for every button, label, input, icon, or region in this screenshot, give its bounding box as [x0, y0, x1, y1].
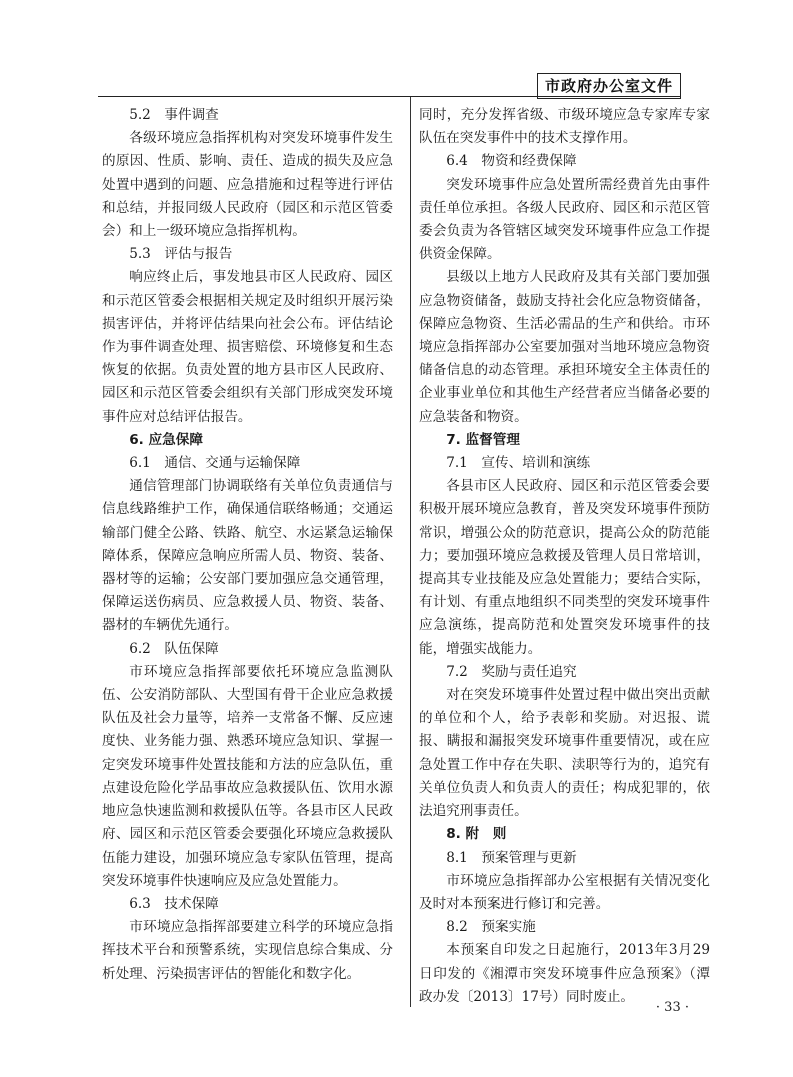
header-rule: [98, 96, 681, 97]
paragraph-7-2: 对在突发环境事件处置过程中做出突出贡献的单位和个人，给予表彰和奖励。对迟报、谎报、瞒报和漏报突发环境事件重要情况，或在应急处置工作中存在失职、渎职等行为的，追究有关单位负责人和负责人的责任；构成犯罪的，依法追究刑事责任。: [419, 687, 710, 820]
paragraph-5-3: 响应终止后，事发地县市区人民政府、园区和示范区管委会根据相关规定及时组织开展污染损害评估，并将评估结果向社会公布。评估结论作为事件调查处理、损害赔偿、环境修复和生态恢复的依据。负责处置的地方县市区人民政府、园区和示范区管委会组织有关部门形成突发环境事件应对总结评估报告。: [102, 269, 393, 425]
paragraph-6-3-continued: 同时，充分发挥省级、市级环境应急专家库专家队伍在突发事件中的技术支撑作用。: [419, 107, 710, 147]
paragraph-6-3: 市环境应急指挥部要建立科学的环境应急指挥技术平台和预警系统，实现信息综合集成、分析处理、污染损害评估的智能化和数字化。: [102, 919, 393, 982]
page-number: · 33 ·: [655, 1000, 689, 1015]
document-category-label: 市政府办公室文件: [537, 73, 681, 99]
paragraph-7-1: 各县市区人民政府、园区和示范区管委会要积极开展环境应急教育，普及突发环境事件预防常识，增强公众的防范意识，提高公众的防范能力；要加强环境应急救援及管理人员日常培训，提高其专业技能及应急处置能力；要结合实际，有计划、有重点地组织不同类型的突发环境事件应急演练，提高防范和处置突发环境事件的技能，增强实战能力。: [419, 478, 710, 657]
section-heading-6-4: 6.4 物资和经费保障: [446, 153, 577, 170]
paragraph-6-1: 通信管理部门协调联络有关单位负责通信与信息线路维护工作，确保通信联络畅通；交通运输部门健全公路、铁路、航空、水运紧急运输保障体系，保障应急响应所需人员、物资、装备、器材等的运输；公安部门要加强应急交通管理，保障运送伤病员、应急救援人员、物资、装备、器材的车辆优先通行。: [102, 478, 393, 634]
section-heading-7-2: 7.2 奖励与责任追究: [446, 663, 577, 680]
paragraph-8-2: 本预案自印发之日起施行，2013年3月29日印发的《湘潭市突发环境事件应急预案》（潭政办发〔2013〕17号）同时废止。: [419, 942, 710, 1005]
section-heading-6-2: 6.2 队伍保障: [129, 640, 219, 657]
section-heading-7-1: 7.1 宣传、培训和演练: [446, 455, 591, 472]
section-heading-5-2: 5.2 事件调查: [129, 107, 219, 123]
section-heading-5-3: 5.3 评估与报告: [129, 246, 233, 263]
paragraph-6-4-funding: 突发环境事件应急处置所需经费首先由事件责任单位承担。各级人民政府、园区和示范区管委会负责为各管辖区域突发环境事件应急工作提供资金保障。: [419, 176, 710, 263]
section-heading-6-3: 6.3 技术保障: [129, 895, 219, 912]
section-heading-8-2: 8.2 预案实施: [446, 919, 536, 936]
section-heading-8-1: 8.1 预案管理与更新: [446, 849, 577, 866]
section-heading-6-1: 6.1 通信、交通与运输保障: [129, 455, 301, 472]
paragraph-6-4-materials: 县级以上地方人民政府及其有关部门要加强应急物资储备，鼓励支持社会化应急物资储备，保障应急物资、生活必需品的生产和供给。市环境应急指挥部办公室要加强对当地环境应急物资储备信息的动态管理。承担环境安全主体责任的企业事业单位和其他生产经营者应当储备必要的应急装备和物资。: [419, 269, 710, 425]
paragraph-5-2: 各级环境应急指挥机构对突发环境事件发生的原因、性质、影响、责任、造成的损失及应急处置中遇到的问题、应急措施和过程等进行评估和总结，并报同级人民政府（园区和示范区管委会）和上一级环境应急指挥机构。: [102, 130, 393, 240]
paragraph-6-2: 市环境应急指挥部要依托环境应急监测队伍、公安消防部队、大型国有骨干企业应急救援队伍及社会力量等，培养一支常备不懈、反应速度快、业务能力强、熟悉环境应急知识、掌握一定突发环境事件处置技能和方法的应急队伍，重点建设危险化学品事故应急救援队伍、饮用水源地应急快速监测和救援队伍等。各县市区人民政府、园区和示范区管委会要强化环境应急救援队伍能力建设，加强环境应急专家队伍管理，提高突发环境事件快速响应及应急处置能力。: [102, 663, 393, 889]
paragraph-8-1: 市环境应急指挥部办公室根据有关情况变化及时对本预案进行修订和完善。: [419, 872, 710, 912]
column-divider: [410, 97, 411, 1007]
left-column: [102, 104, 393, 986]
chapter-heading-7: 7. 监督管理: [446, 431, 520, 448]
chapter-heading-8: 8. 附 则: [446, 826, 507, 843]
chapter-heading-6: 6. 应急保障: [129, 431, 203, 448]
right-column: [419, 104, 710, 1009]
